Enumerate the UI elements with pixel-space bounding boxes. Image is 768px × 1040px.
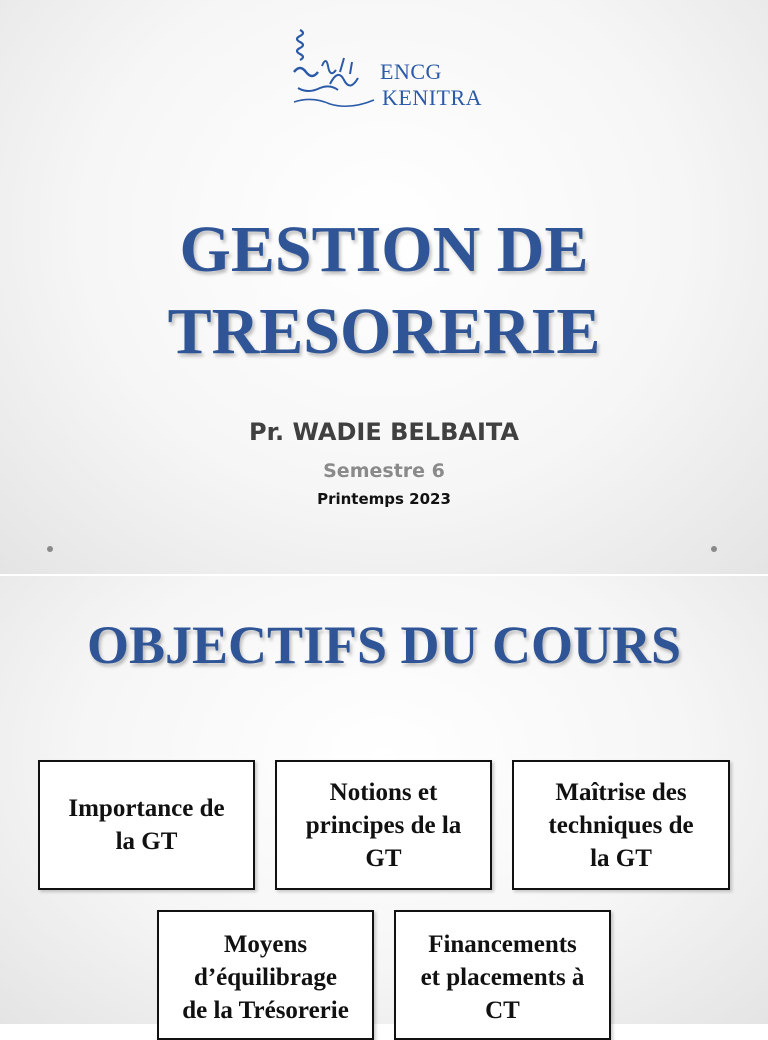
objective-box-equilibrage: Moyens d’équilibrage de la Trésorerie [157,910,374,1040]
season-label: Printemps 2023 [317,490,451,508]
author-name: Pr. WADIE BELBAITA [249,418,519,446]
semester-label: Semestre 6 [323,460,445,482]
title-line-2: TRESORERIE [167,295,601,368]
ibn-tofail-emblem-icon [290,26,378,116]
encg-kenitra-logo [290,26,500,116]
logo-text-kenitra: KENITRA [382,85,483,110]
objective-box-importance: Importance de la GT [38,760,255,890]
objectives-heading: OBJECTIFS DU COURS [86,615,682,675]
bullet-dot-right [711,546,717,552]
objective-box-techniques: Maîtrise des techniques de la GT [512,760,730,890]
bullet-dot-left [47,546,53,552]
objectives-slide [0,576,768,1024]
title-line-1: GESTION DE [179,213,589,286]
objective-box-notions: Notions et principes de la GT [275,760,492,890]
logo-text-encg: ENCG [380,59,442,84]
objective-box-financements: Financements et placements à CT [394,910,611,1040]
